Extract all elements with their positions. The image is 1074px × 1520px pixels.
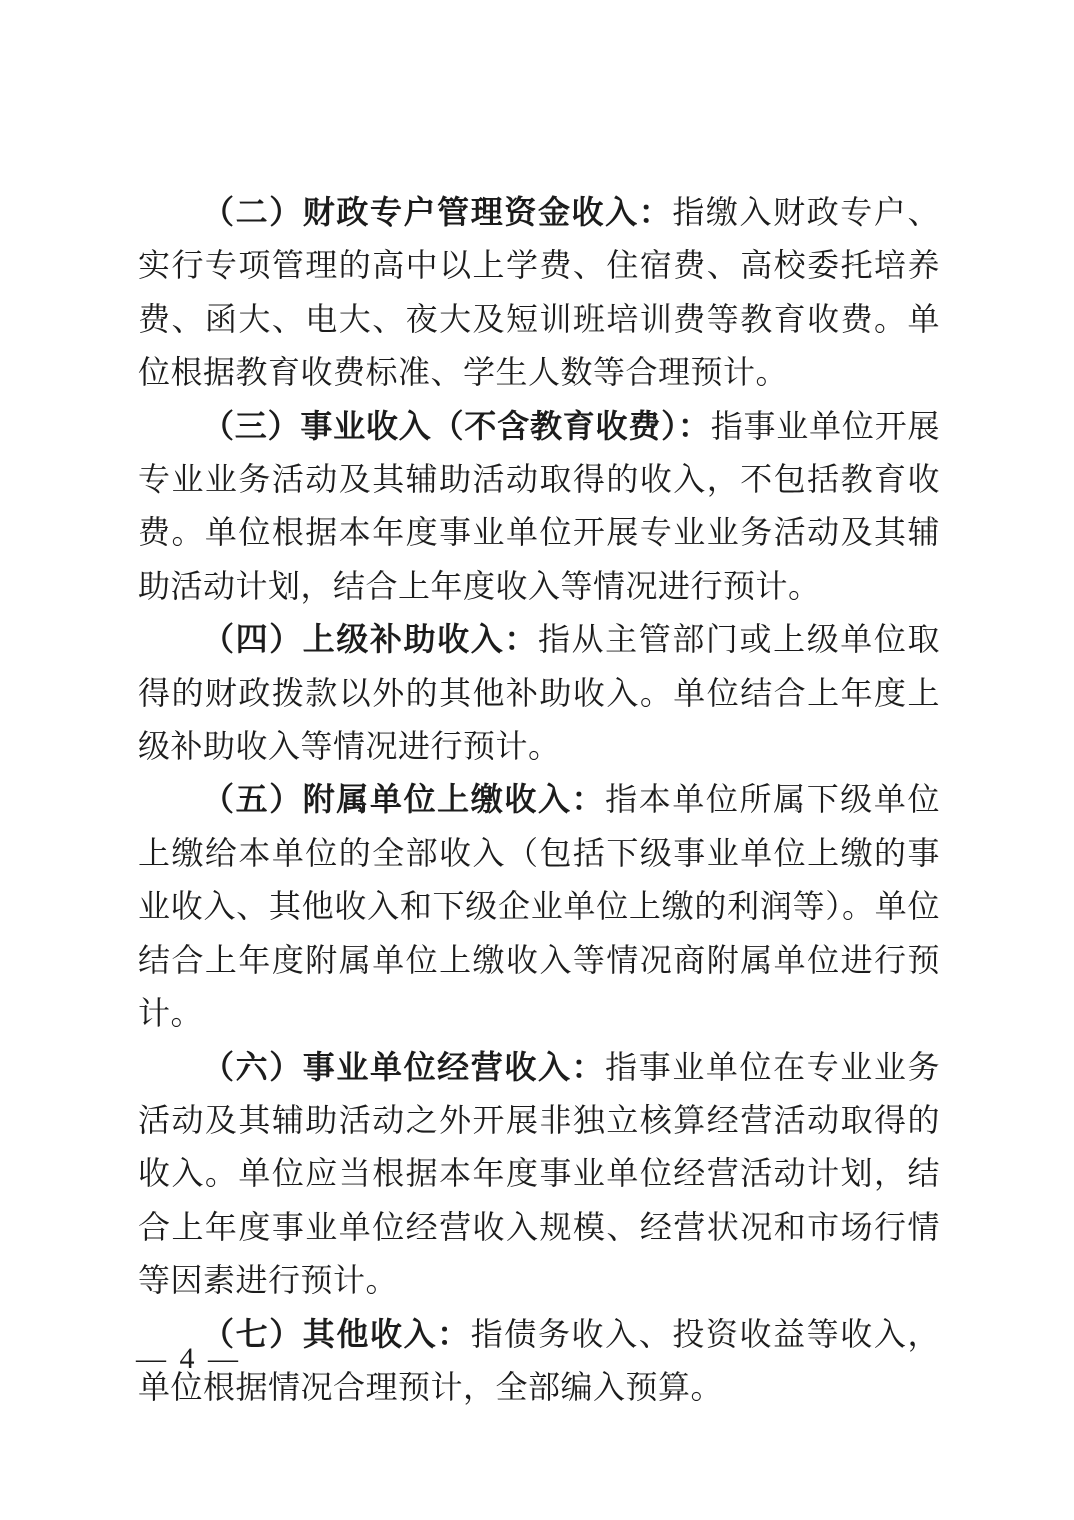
paragraph-body: 指从主管部门或上级单位取得的财政拨款以外的其他补助收入。单位结合上年度上级补助收入等情况进行预计。: [138, 621, 940, 765]
paragraph-body: 指缴入财政专户、实行专项管理的高中以上学费、住宿费、高校委托培养费、函大、电大、夜大及短训班培训费等教育收费。单位根据教育收费标准、学生人数等合理预计。: [138, 194, 940, 391]
paragraph-heading: （七）其他收入：: [202, 1315, 471, 1352]
paragraph-body: 指事业单位开展专业业务活动及其辅助活动取得的收入，不包括教育收费。单位根据本年度事业单位开展专业业务活动及其辅助活动计划，结合上年度收入等情况进行预计。: [138, 407, 940, 604]
paragraph-heading: （二）财政专户管理资金收入：: [202, 194, 673, 230]
page-number: — 4 —: [136, 1342, 241, 1375]
paragraph-body: 指事业单位在专业业务活动及其辅助活动之外开展非独立核算经营活动取得的收入。单位应当根据本年度事业单位经营活动计划，结合上年度事业单位经营收入规模、经营状况和市场行情等因素进行预计。: [138, 1048, 940, 1299]
paragraph-heading: （五）附属单位上缴收入：: [202, 781, 606, 818]
paragraph-heading: （三）事业收入（不含教育收费）：: [202, 407, 711, 444]
paragraph: [138, 773, 940, 1040]
paragraph: [138, 1041, 940, 1308]
paragraph-body: 指债务收入、投资收益等收入，单位根据情况合理预计，全部编入预算。: [138, 1315, 940, 1405]
paragraph-heading: （六）事业单位经营收入：: [202, 1048, 606, 1085]
paragraph-heading: （四）上级补助收入：: [202, 621, 538, 658]
paragraph: [138, 613, 940, 773]
paragraph: [138, 1308, 940, 1415]
paragraph: [138, 186, 940, 400]
document-content: [138, 186, 940, 1414]
paragraph-body: 指本单位所属下级单位上缴给本单位的全部收入（包括下级事业单位上缴的事业收入、其他收入和下级企业单位上缴的利润等）。单位结合上年度附属单位上缴收入等情况商附属单位进行预计。: [138, 781, 940, 1032]
paragraph: [138, 400, 940, 614]
